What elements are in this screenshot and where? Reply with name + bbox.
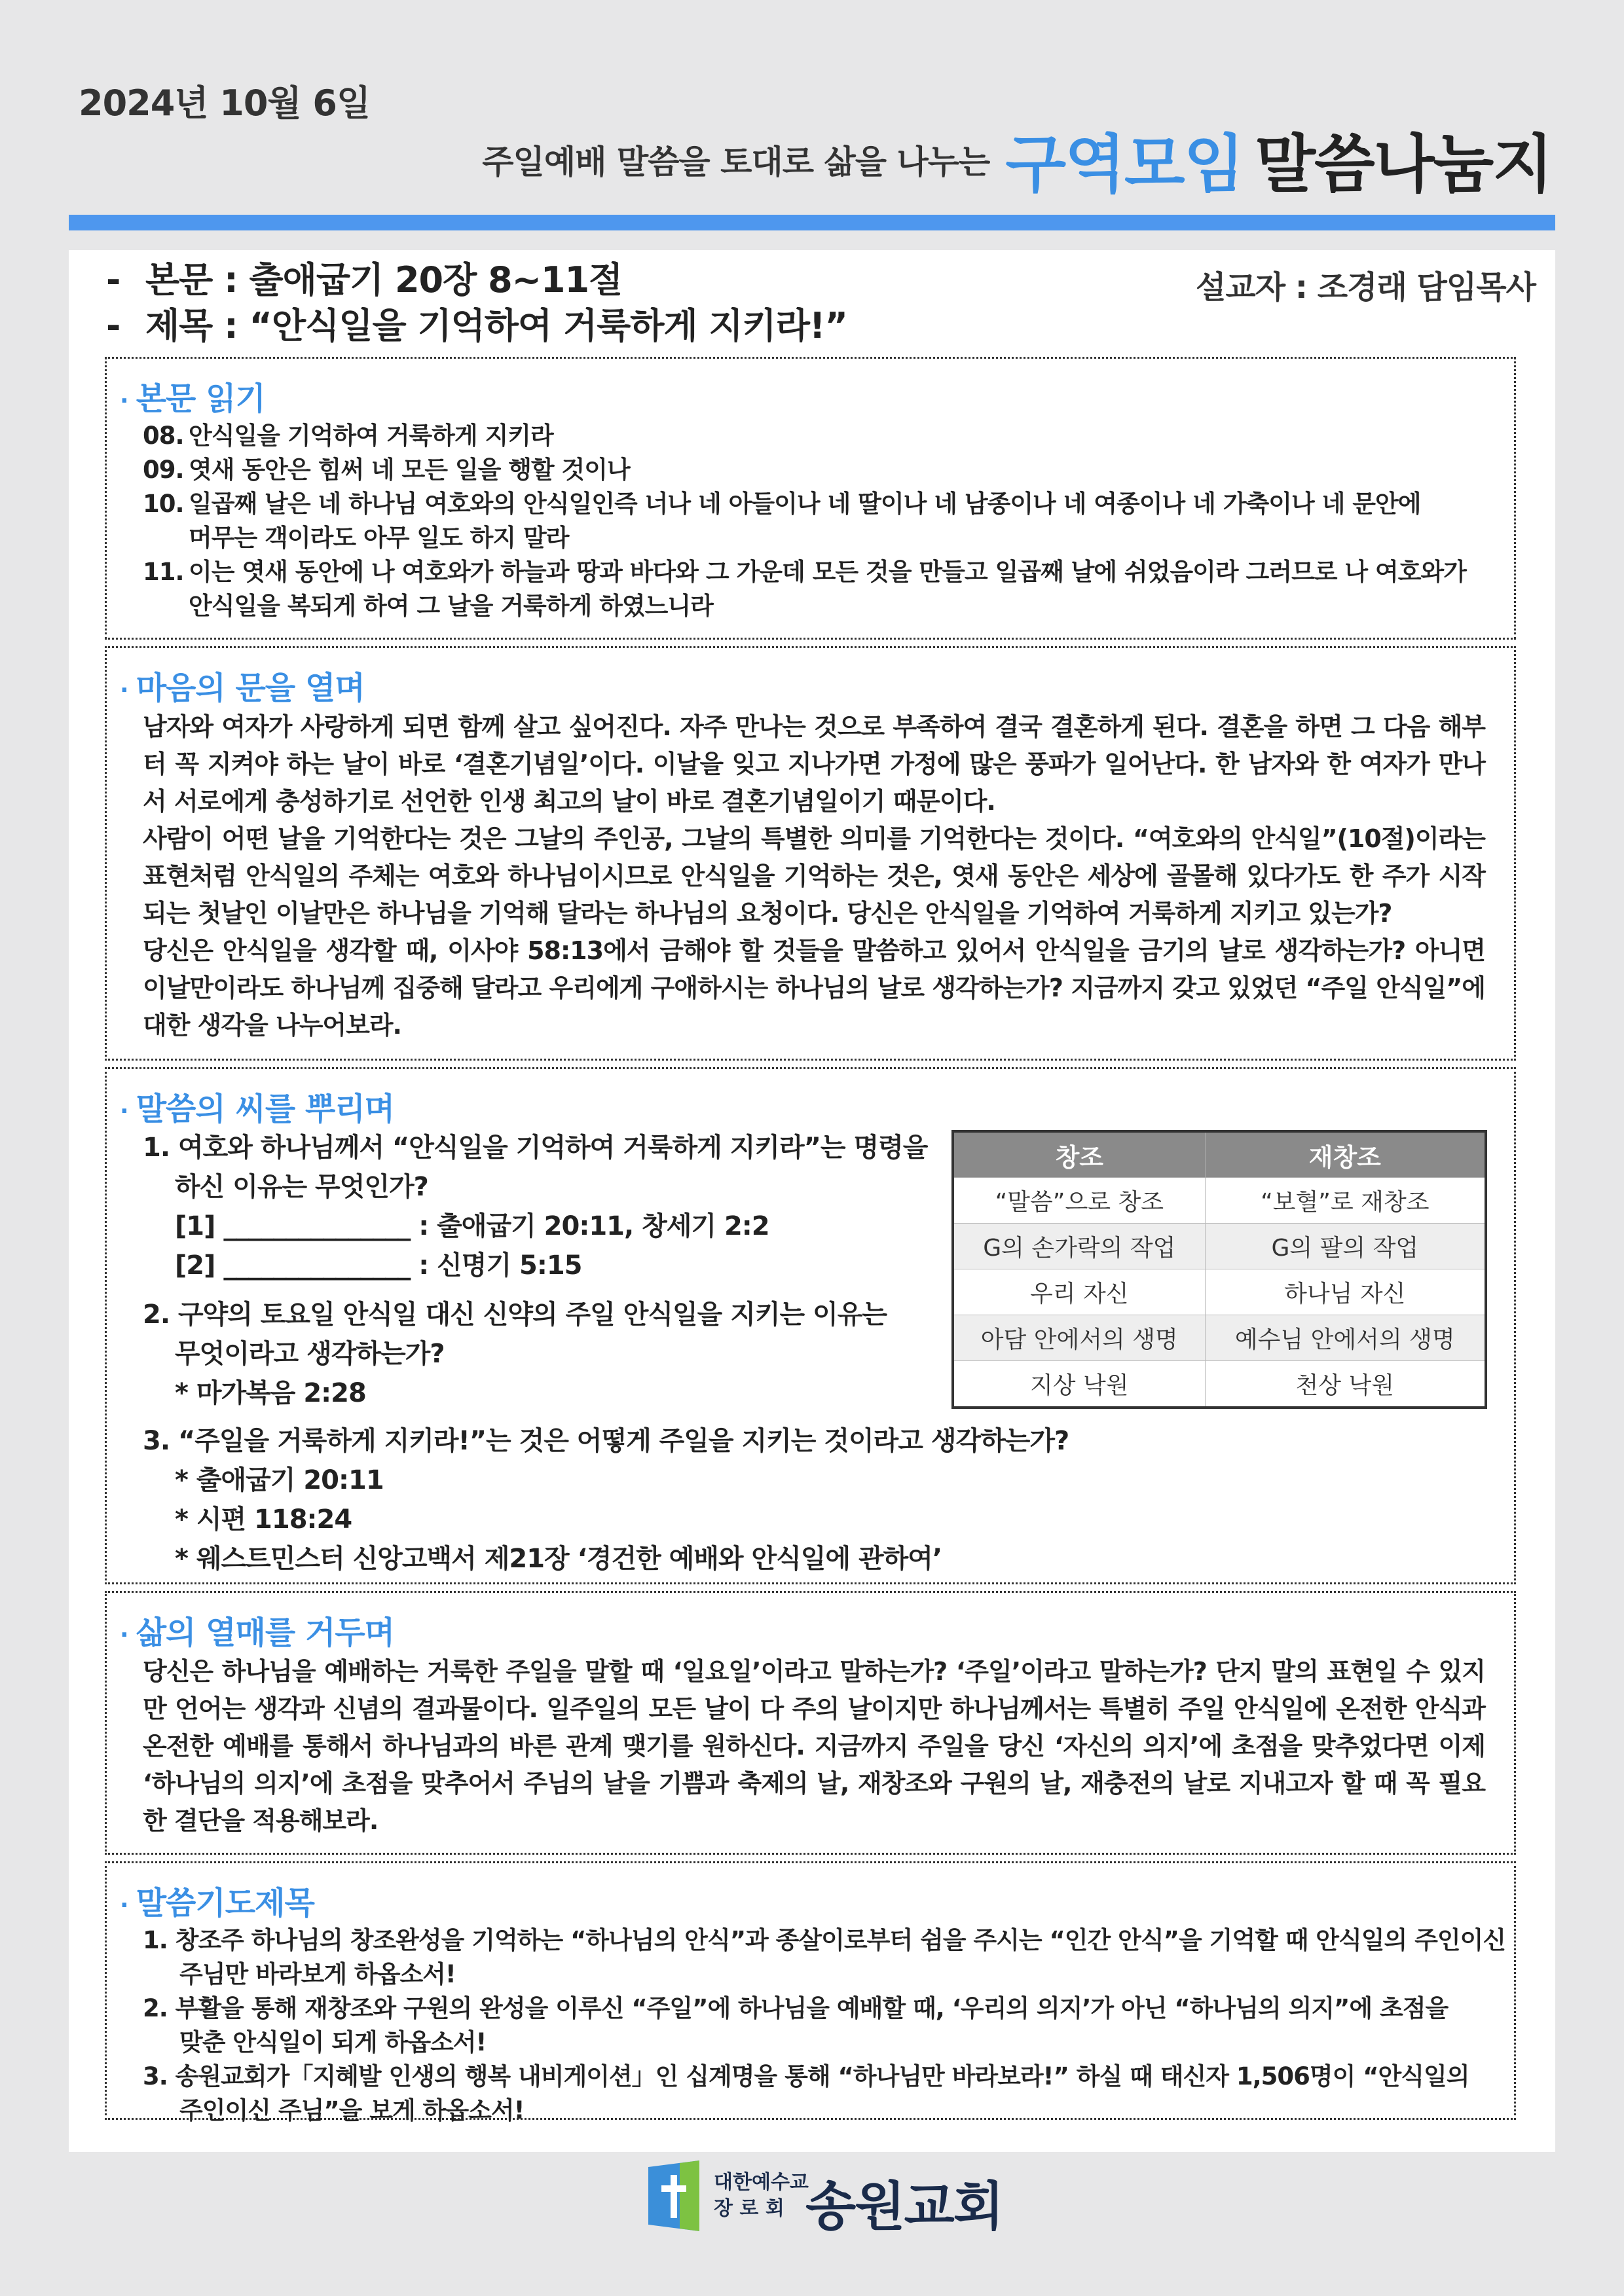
- scripture-text-line: [106, 252, 622, 302]
- table-row: [953, 1315, 1486, 1361]
- header-divider-bar: [69, 215, 1555, 230]
- table-cell: 지상 낙원: [953, 1361, 1205, 1408]
- verse-item: [143, 453, 630, 487]
- bullet-dot: ·: [120, 1621, 128, 1649]
- cross-logo-icon: [648, 2160, 699, 2231]
- prayer-item: [143, 1992, 1448, 2060]
- creation-comparison-table: [951, 1130, 1487, 1409]
- table-cell: G의 팔의 작업: [1205, 1224, 1486, 1269]
- denomination-label: [714, 2170, 809, 2222]
- page-header: [482, 115, 1552, 204]
- prayer-title-text: 말씀기도제목: [136, 1885, 314, 1922]
- verse-number: 08.: [143, 422, 184, 450]
- prayer-section: [105, 1861, 1516, 2124]
- question-3: [143, 1421, 1069, 1578]
- verse-item: [143, 487, 1420, 555]
- table-cell: “보혈”로 재창조: [1205, 1178, 1486, 1224]
- question-text: 2. 구약의 토요일 안식일 대신 신약의 주일 안식일을 지키는 이유는: [143, 1300, 887, 1330]
- paragraph: 남자와 여자가 사랑하게 되면 함께 살고 싶어진다. 자주 만나는 것으로 부족하여 결국 결혼하게 된다. 결혼을 하면 그 다음 해부터 꼭 지켜야 하는 날이 바로 ‘결혼기념일’이다. 이날을 잊고 지나가면 가정에 많은 풍파가 일어난다. 한 남자와 한 여자가 만나서 서로에게 충성하기로 선언한 인생 최고의 날이 바로 결혼기념일이기 때문이다.: [143, 712, 1485, 816]
- open-heart-title-text: 마음의 문을 열며: [136, 670, 365, 706]
- verse-text: 이는 엿새 동안에 나 여호와가 하늘과 땅과 바다와 그 가운데 모든 것을 만들고 일곱째 날에 쉬었음이라 그러므로 나 여호와가: [189, 558, 1466, 586]
- table-header-recreation: 재창조: [1205, 1131, 1486, 1178]
- prayer-item: [143, 1923, 1505, 1992]
- reading-section-title: [120, 373, 265, 418]
- question-text-continued: 무엇이라고 생각하는가?: [175, 1339, 445, 1369]
- verse-number: 09.: [143, 456, 184, 484]
- blank-reference: [2] _______________ : 신명기 5:15: [175, 1250, 582, 1281]
- verse-item: [143, 419, 553, 453]
- table-cell: 예수님 안에서의 생명: [1205, 1315, 1486, 1361]
- denomination-line-2: 장 로 회: [714, 2197, 784, 2220]
- verse-text: 엿새 동안은 힘써 네 모든 일을 행할 것이나: [189, 456, 630, 484]
- denomination-line-1: 대한예수교: [714, 2171, 809, 2194]
- sermon-title: 제목 : “안식일을 기억하여 거룩하게 지키라!”: [145, 305, 847, 346]
- reading-title-text: 본문 읽기: [136, 380, 265, 417]
- table-cell: 천상 낙원: [1205, 1361, 1486, 1408]
- seed-section: [105, 1067, 1516, 1584]
- prayer-text: 1. 창조주 하나님의 창조완성을 기억하는 “하나님의 안식”과 종살이로부터 쉼을 주시는 “인간 안식”을 기억할 때 안식일의 주인이신: [143, 1926, 1506, 1954]
- seed-section-title: [120, 1084, 394, 1129]
- open-heart-section: [105, 646, 1516, 1061]
- table-cell: 우리 자신: [953, 1269, 1205, 1315]
- open-heart-section-title: [120, 663, 365, 708]
- table-row: [953, 1178, 1486, 1224]
- header-title-dark: 말씀나눔지: [1255, 128, 1552, 201]
- table-row: [953, 1361, 1486, 1408]
- blank-reference: [1] _______________ : 출애굽기 20:11, 창세기 2:2: [175, 1211, 769, 1241]
- prayer-item: [143, 2060, 1469, 2128]
- prayer-text: 2. 부활을 통해 재창조와 구원의 완성을 이루신 “주일”에 하나님을 예배할 때, ‘우리의 의지’가 아닌 “하나님의 의지”에 초점을: [143, 1994, 1449, 2022]
- table-row: [953, 1224, 1486, 1269]
- bullet-dot: ·: [120, 387, 128, 414]
- prayer-text-continued: 맞춘 안식일이 되게 하옵소서!: [179, 2028, 487, 2056]
- verse-text: 안식일을 기억하여 거룩하게 지키라: [189, 422, 553, 450]
- verse-item: [143, 555, 1466, 623]
- reading-section: [105, 357, 1516, 640]
- fruit-section-title: [120, 1607, 394, 1652]
- paragraph: 사람이 어떤 날을 기억한다는 것은 그날의 주인공, 그날의 특별한 의미를 기억한다는 것이다. “여호와의 안식일”(10절)이라는 표현처럼 안식일의 주체는 여호와 하나님이시므로 안식일을 기억하는 것은, 엿새 동안은 세상에 골몰해 있다가도 한 주가 시작되는 첫날인 이날만은 하나님을 기억해 달라는 하나님의 요청이다. 당신은 안식일을 기억하여 거룩하게 지키고 있는가?: [143, 824, 1485, 928]
- date: 2024년 10월 6일: [79, 82, 371, 124]
- question-1: [143, 1128, 927, 1285]
- verse-number: 11.: [143, 558, 184, 586]
- verse-text: 일곱째 날은 네 하나님 여호와의 안식일인즉 너나 네 아들이나 네 딸이나 네 남종이나 네 여종이나 네 가축이나 네 문안에: [189, 490, 1421, 518]
- table-cell: “말씀”으로 창조: [953, 1178, 1205, 1224]
- header-subtitle: 주일예배 말씀을 토대로 삶을 나누는: [482, 143, 990, 181]
- bible-reference: * 마가복음 2:28: [175, 1378, 366, 1408]
- paragraph: 당신은 안식일을 생각할 때, 이사야 58:13에서 금해야 할 것들을 말씀하고 있어서 안식일을 금기의 날로 생각하는가? 아니면 이날만이라도 하나님께 집중해 달라고 우리에게 구애하시는 하나님의 날로 생각하는가? 지금까지 갖고 있었던 “주일 안식일”에 대한 생각을 나누어보라.: [143, 936, 1485, 1040]
- dash-marker: -: [106, 259, 120, 301]
- table-cell: 아담 안에서의 생명: [953, 1315, 1205, 1361]
- table-cell: G의 손가락의 작업: [953, 1224, 1205, 1269]
- question-text: 1. 여호와 하나님께서 “안식일을 기억하여 거룩하게 지키라”는 명령을: [143, 1133, 928, 1163]
- sermon-title-line: [106, 298, 847, 348]
- fruit-body: [143, 1653, 1485, 1840]
- table-header-row: [953, 1131, 1486, 1178]
- prayer-section-title: [120, 1878, 314, 1923]
- header-title-blue: 구역모임: [1005, 128, 1244, 201]
- open-heart-body: [143, 708, 1485, 1044]
- seed-title-text: 말씀의 씨를 뿌리며: [136, 1091, 395, 1127]
- table-row: [953, 1269, 1486, 1315]
- fruit-section: [105, 1591, 1516, 1855]
- bullet-dot: ·: [120, 1097, 128, 1125]
- paragraph: 당신은 하나님을 예배하는 거룩한 주일을 말할 때 ‘일요일’이라고 말하는가? ‘주일’이라고 말하는가? 단지 말의 표현일 수 있지만 언어는 생각과 신념의 결과물이다. 일주일의 모든 날이 다 주의 날이지만 하나님께서는 특별히 주일 안식일에 온전한 안식과 온전한 예배를 통해서 하나님과의 바른 관계 맺기를 원하신다. 지금까지 주일을 당신 ‘자신의 의지’에 초점을 맞추었다면 이제 ‘하나님의 의지’에 초점을 맞추어서 주님의 날을 기쁨과 축제의 날, 재창조와 구원의 날, 재충전의 날로 지내고자 할 때 꼭 필요한 결단을 적용해보라.: [143, 1657, 1485, 1835]
- prayer-text-continued: 주인이신 주님”을 보게 하옵소서!: [179, 2096, 525, 2124]
- question-2: [143, 1295, 887, 1413]
- verse-text-continued: 머무는 객이라도 아무 일도 하지 말라: [189, 524, 569, 552]
- scripture-text: 본문 : 출애굽기 20장 8~11절: [145, 259, 623, 301]
- question-text: 3. “주일을 거룩하게 지키라!”는 것은 어떻게 주일을 지키는 것이라고 생각하는가?: [143, 1426, 1069, 1456]
- preacher: 설교자 : 조경래 담임목사: [1195, 269, 1536, 306]
- verse-number: 10.: [143, 490, 184, 518]
- prayer-text-continued: 주님만 바라보게 하옵소서!: [179, 1960, 456, 1988]
- verse-text-continued: 안식일을 복되게 하여 그 날을 거룩하게 하였느니라: [189, 592, 713, 620]
- fruit-title-text: 삶의 열매를 거두며: [136, 1614, 395, 1651]
- question-text-continued: 하신 이유는 무엇인가?: [175, 1172, 428, 1202]
- table-cell: 하나님 자신: [1205, 1269, 1486, 1315]
- dash-marker: -: [106, 305, 120, 346]
- prayer-text: 3. 송원교회가「지혜발 인생의 행복 내비게이션」인 십계명을 통해 “하나님만 바라보라!” 하실 때 태신자 1,506명이 “안식일의: [143, 2062, 1469, 2090]
- church-name: 송원교회: [805, 2176, 1003, 2237]
- table-header-creation: 창조: [953, 1131, 1205, 1178]
- bullet-dot: ·: [120, 1891, 128, 1919]
- bullet-dot: ·: [120, 676, 128, 704]
- bible-reference: * 시편 118:24: [175, 1504, 352, 1535]
- bible-reference: * 웨스트민스터 신앙고백서 제21장 ‘경건한 예배와 안식일에 관하여’: [175, 1544, 942, 1574]
- bible-reference: * 출애굽기 20:11: [175, 1465, 384, 1495]
